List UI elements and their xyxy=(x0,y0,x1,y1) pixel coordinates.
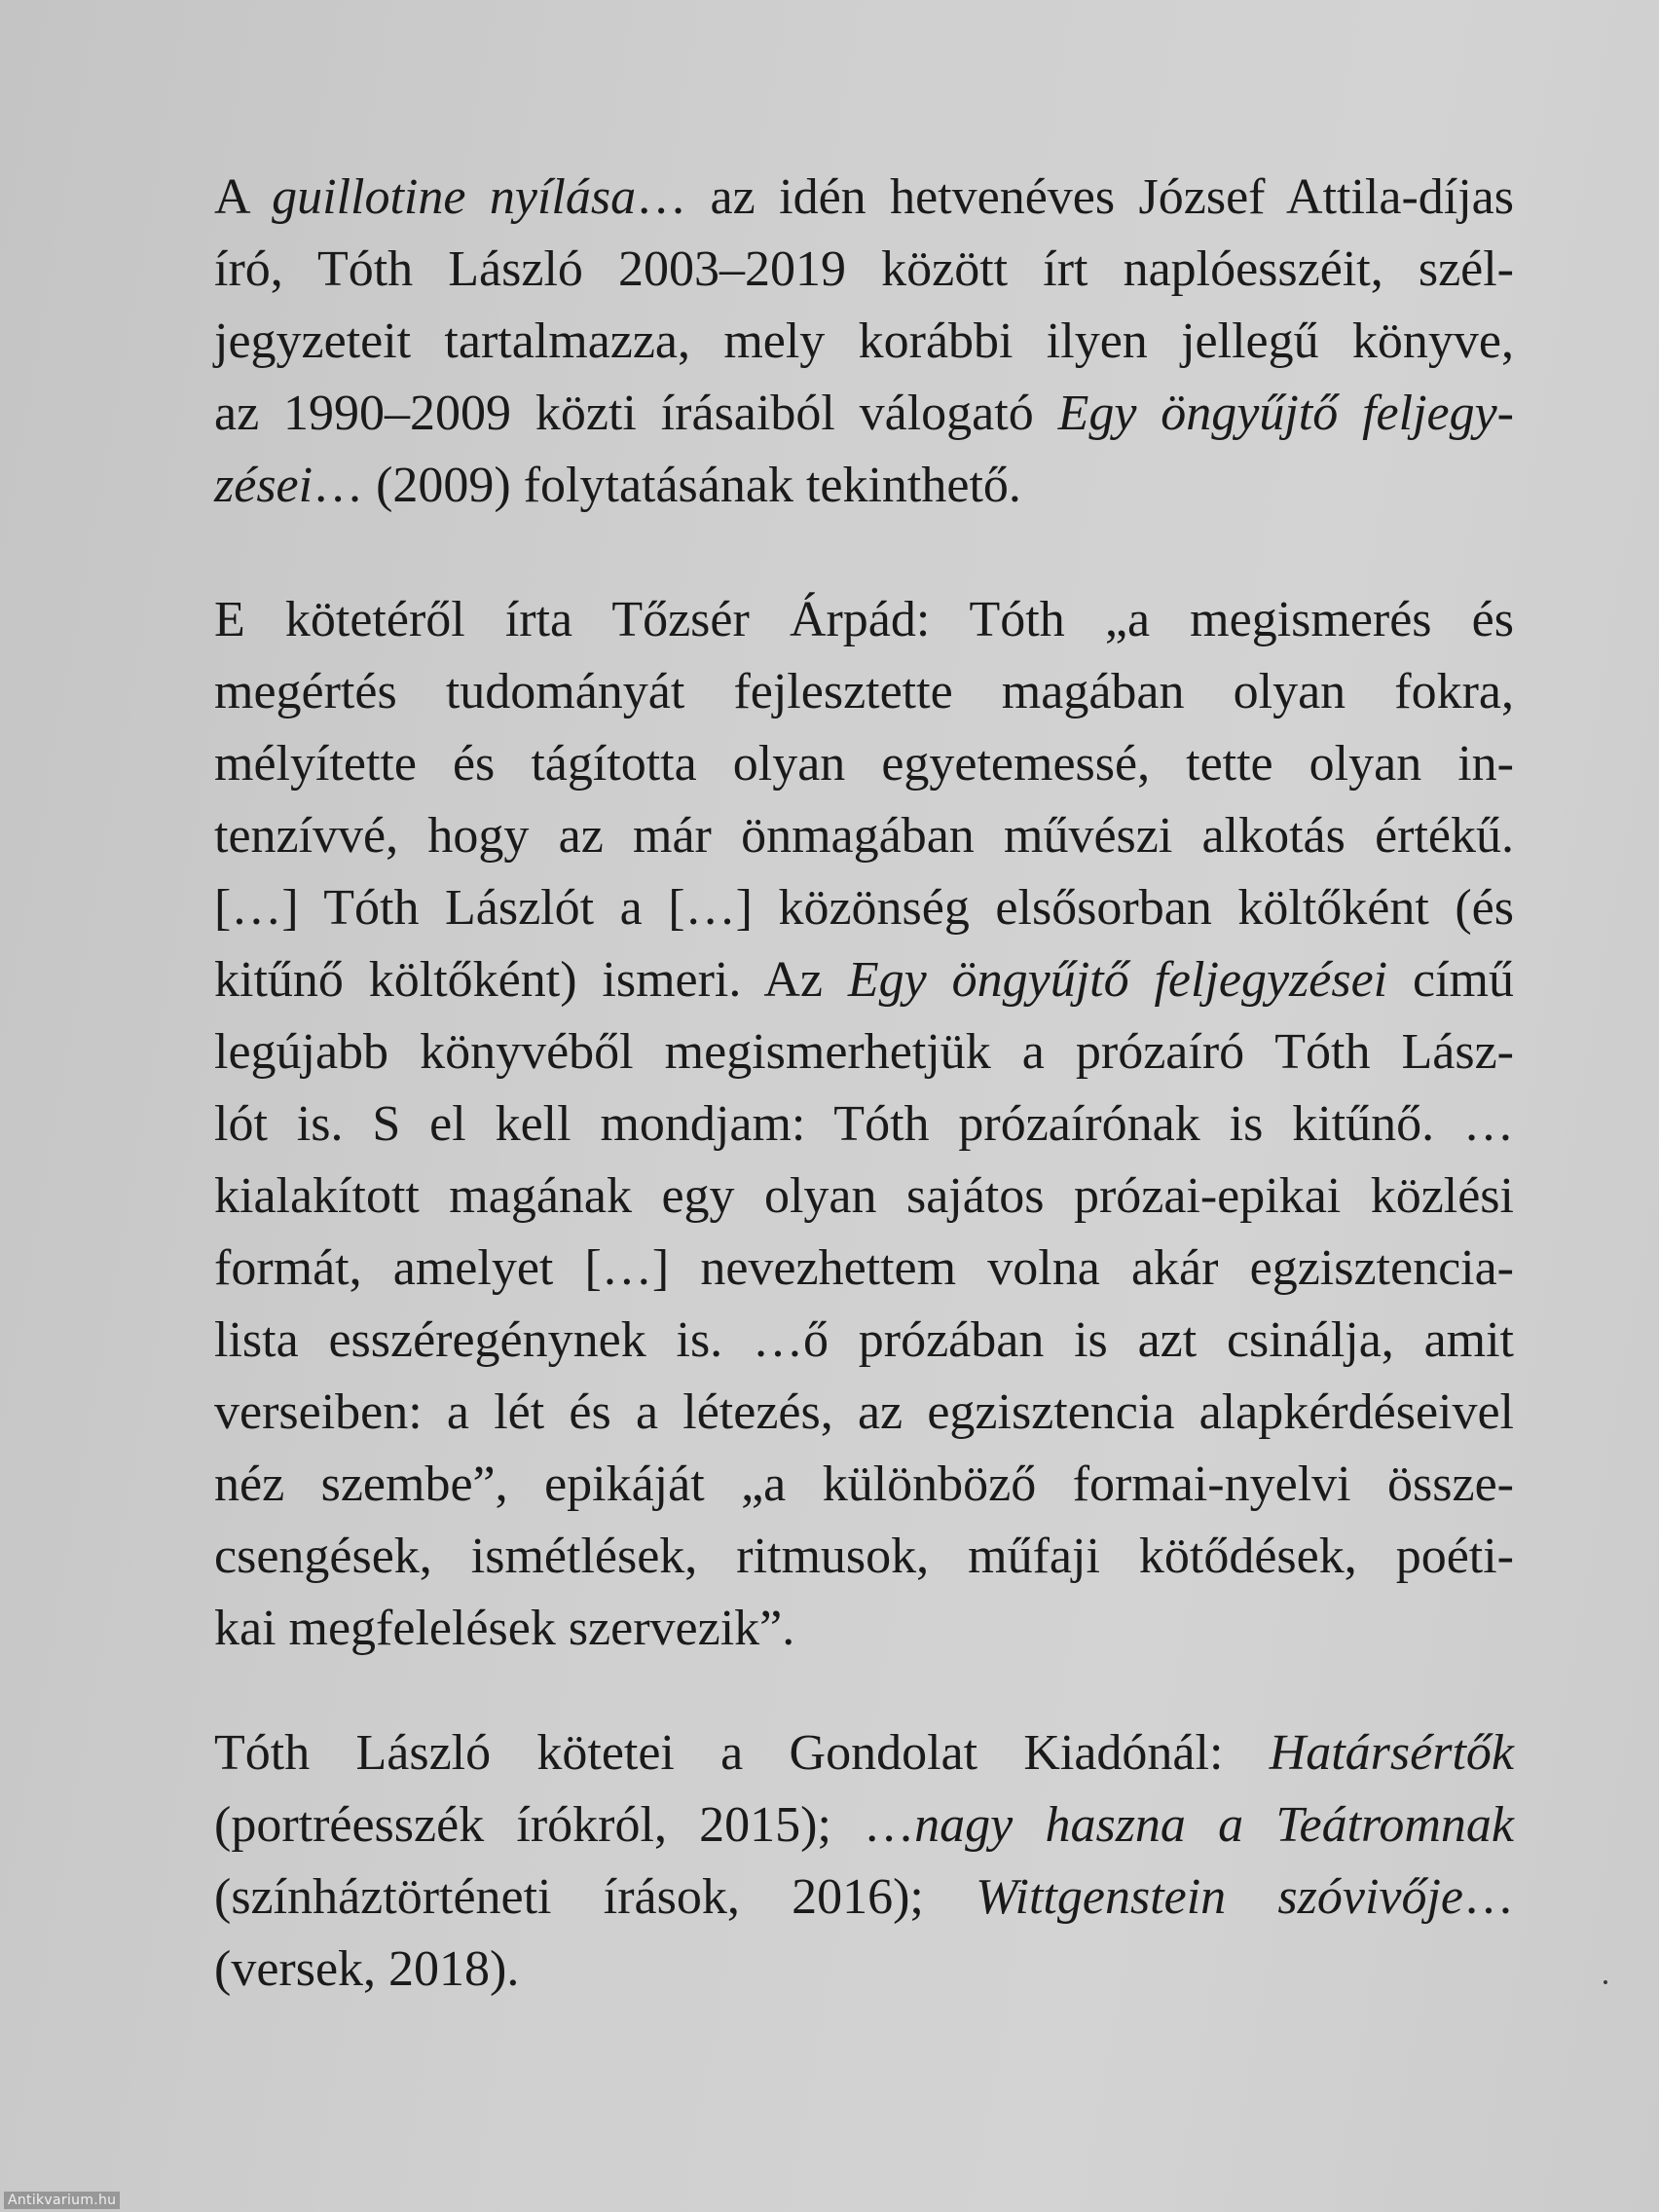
text-run: Tóth László kötetei a Gondolat Kiadónál: xyxy=(214,1725,1270,1781)
text-run: … xyxy=(1463,1869,1515,1925)
text-line xyxy=(214,1862,1514,1934)
text-line xyxy=(214,1088,1514,1161)
text-line xyxy=(214,1233,1514,1305)
text-line xyxy=(214,656,1514,728)
text-run: […] Tóth Lászlót a […] közönség elsősorban költőként (és xyxy=(214,880,1514,936)
text-line xyxy=(214,450,1514,522)
text-run: … az idén hetvenéves József Attila-díjas xyxy=(636,169,1514,225)
text-line xyxy=(214,1789,1514,1862)
text-line xyxy=(214,872,1514,944)
text-run: kai megfelelések szervezik”. xyxy=(214,1601,795,1656)
text-run: kialakított magának egy olyan sajátos prózai-epikai közlési xyxy=(214,1168,1514,1224)
text-run: legújabb könyvéből megismerhetjük a prózaíró Tóth Lász- xyxy=(214,1024,1514,1080)
speck-mark xyxy=(1604,1980,1607,1984)
text-run: író, Tóth László 2003–2019 között írt naplóesszéit, szél- xyxy=(214,241,1514,297)
text-run: lista esszéregénynek is. …ő prózában is azt csinálja, amit xyxy=(214,1312,1514,1368)
text-line xyxy=(214,1521,1514,1593)
text-run: lót is. S el kell mondjam: Tóth prózaírónak is kitűnő. … xyxy=(214,1096,1514,1152)
text-line xyxy=(214,378,1514,450)
text-line xyxy=(214,1377,1514,1449)
text-run: csengések, ismétlések, ritmusok, műfaji kötődések, poéti- xyxy=(214,1529,1514,1584)
paragraph-intro xyxy=(214,162,1514,522)
italic-title-run: Egy öngyűjtő feljegy- xyxy=(1057,386,1515,441)
text-line xyxy=(214,1016,1514,1088)
text-run: néz szembe”, epikáját „a különböző formai-nyelvi össze- xyxy=(214,1456,1514,1512)
text-line xyxy=(214,1305,1514,1377)
text-line xyxy=(214,1934,1514,2006)
italic-title-run: nagy haszna a Teátromnak xyxy=(914,1797,1514,1853)
text-run: … (2009) folytatásának tekinthető. xyxy=(313,458,1021,513)
text-run: E kötetéről írta Tőzsér Árpád: Tóth „a megismerés és xyxy=(214,592,1514,647)
site-watermark: Antikvarium.hu xyxy=(4,2192,120,2209)
text-run: című xyxy=(1387,952,1514,1008)
text-line xyxy=(214,162,1514,234)
text-run: mélyítette és tágította olyan egyetemessé, tette olyan in- xyxy=(214,736,1514,792)
text-line xyxy=(214,1161,1514,1233)
paragraph-other-books xyxy=(214,1717,1514,2006)
italic-title-run: guillotine nyílása xyxy=(272,169,637,225)
paragraph-quote-tozser xyxy=(214,584,1514,1665)
text-line xyxy=(214,1717,1514,1789)
text-line xyxy=(214,306,1514,378)
italic-title-run: Egy öngyűjtő feljegyzései xyxy=(847,952,1388,1008)
text-run: (színháztörténeti írások, 2016); xyxy=(214,1869,977,1925)
text-run: jegyzeteit tartalmazza, mely korábbi ilyen jellegű könyve, xyxy=(214,313,1514,369)
italic-title-run: zései xyxy=(214,458,313,513)
text-line xyxy=(214,234,1514,306)
italic-title-run: Wittgenstein szóvivője xyxy=(976,1869,1464,1925)
text-run: (portréesszék írókról, 2015); … xyxy=(214,1797,915,1853)
text-line xyxy=(214,800,1514,872)
text-line xyxy=(214,728,1514,800)
text-run: tenzívvé, hogy az már önmagában művészi alkotás értékű. xyxy=(214,808,1514,864)
text-line xyxy=(214,944,1514,1016)
text-run: kitűnő költőként) ismeri. Az xyxy=(214,952,848,1008)
italic-title-run: Határsértők xyxy=(1269,1725,1514,1781)
text-run: az 1990–2009 közti írásaiból válogató xyxy=(214,386,1058,441)
text-run: formát, amelyet […] nevezhettem volna akár egzisztencia- xyxy=(214,1240,1514,1296)
text-line xyxy=(214,1449,1514,1521)
text-line xyxy=(214,1593,1514,1665)
text-run: verseiben: a lét és a létezés, az egzisztencia alapkérdéseivel xyxy=(214,1384,1514,1440)
text-line xyxy=(214,584,1514,656)
text-run: (versek, 2018). xyxy=(214,1941,520,1997)
text-run: megértés tudományát fejlesztette magában olyan fokra, xyxy=(214,664,1514,719)
text-run: A xyxy=(214,169,273,225)
